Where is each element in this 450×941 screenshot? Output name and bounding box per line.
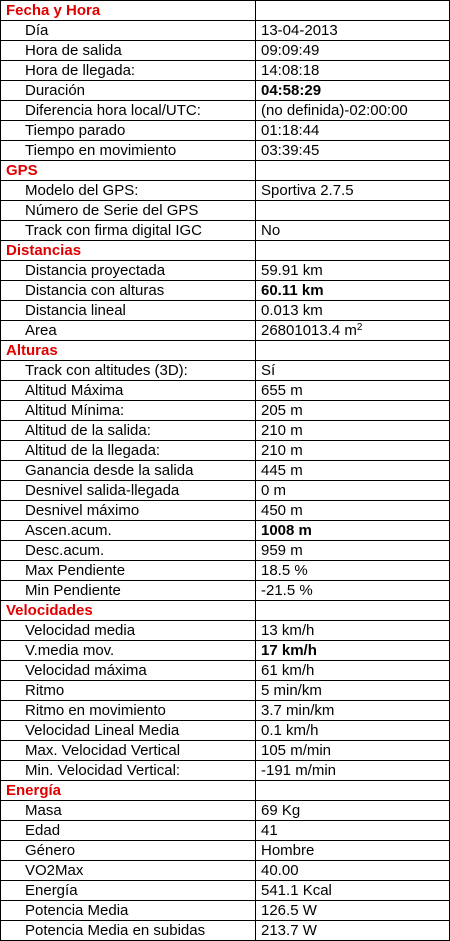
row-label: Distancia con alturas bbox=[1, 281, 256, 301]
table-row bbox=[1, 201, 450, 221]
table-row bbox=[1, 381, 450, 401]
table-row bbox=[1, 801, 450, 821]
row-value: 17 km/h bbox=[256, 641, 450, 661]
section-title: Velocidades bbox=[1, 601, 256, 621]
table-row bbox=[1, 141, 450, 161]
row-value: 126.5 W bbox=[256, 901, 450, 921]
table-row bbox=[1, 21, 450, 41]
row-label: Altitud Máxima bbox=[1, 381, 256, 401]
table-row bbox=[1, 841, 450, 861]
section-title: Distancias bbox=[1, 241, 256, 261]
row-label: Track con altitudes (3D): bbox=[1, 361, 256, 381]
table-row bbox=[1, 401, 450, 421]
table-row bbox=[1, 761, 450, 781]
table-row bbox=[1, 721, 450, 741]
table-row bbox=[1, 421, 450, 441]
section-empty-cell bbox=[256, 341, 450, 361]
row-label: Velocidad media bbox=[1, 621, 256, 641]
row-value: 13-04-2013 bbox=[256, 21, 450, 41]
row-value bbox=[256, 201, 450, 221]
row-value: 14:08:18 bbox=[256, 61, 450, 81]
row-label: Tiempo en movimiento bbox=[1, 141, 256, 161]
table-row bbox=[1, 621, 450, 641]
section-header-fecha-y-hora bbox=[1, 1, 450, 21]
table-row bbox=[1, 521, 450, 541]
section-header-alturas bbox=[1, 341, 450, 361]
row-label: Hora de salida bbox=[1, 41, 256, 61]
table-row bbox=[1, 541, 450, 561]
row-label: Min Pendiente bbox=[1, 581, 256, 601]
section-empty-cell bbox=[256, 601, 450, 621]
row-value: 655 m bbox=[256, 381, 450, 401]
row-label: Desc.acum. bbox=[1, 541, 256, 561]
row-value: -191 m/min bbox=[256, 761, 450, 781]
row-value: 205 m bbox=[256, 401, 450, 421]
row-label: Ritmo en movimiento bbox=[1, 701, 256, 721]
table-row bbox=[1, 561, 450, 581]
table-row bbox=[1, 881, 450, 901]
row-label: Track con firma digital IGC bbox=[1, 221, 256, 241]
row-value: 18.5 % bbox=[256, 561, 450, 581]
row-value: 959 m bbox=[256, 541, 450, 561]
row-label: Potencia Media bbox=[1, 901, 256, 921]
row-label: Género bbox=[1, 841, 256, 861]
table-row bbox=[1, 821, 450, 841]
row-label: Duración bbox=[1, 81, 256, 101]
row-label: Hora de llegada: bbox=[1, 61, 256, 81]
row-value: 210 m bbox=[256, 441, 450, 461]
row-label: Ritmo bbox=[1, 681, 256, 701]
row-value: 450 m bbox=[256, 501, 450, 521]
table-row bbox=[1, 681, 450, 701]
row-value: 445 m bbox=[256, 461, 450, 481]
row-value: No bbox=[256, 221, 450, 241]
section-empty-cell bbox=[256, 1, 450, 21]
section-header-energia bbox=[1, 781, 450, 801]
table-row bbox=[1, 461, 450, 481]
table-row bbox=[1, 581, 450, 601]
row-value: -21.5 % bbox=[256, 581, 450, 601]
row-label: Area bbox=[1, 321, 256, 341]
row-value: 09:09:49 bbox=[256, 41, 450, 61]
section-header-distancias bbox=[1, 241, 450, 261]
table-row bbox=[1, 41, 450, 61]
row-label: Número de Serie del GPS bbox=[1, 201, 256, 221]
superscript: 2 bbox=[356, 322, 363, 333]
row-label: Distancia proyectada bbox=[1, 261, 256, 281]
section-title: Alturas bbox=[1, 341, 256, 361]
row-value: 1008 m bbox=[256, 521, 450, 541]
row-label: Edad bbox=[1, 821, 256, 841]
row-value: 105 m/min bbox=[256, 741, 450, 761]
row-label: Altitud Mínima: bbox=[1, 401, 256, 421]
table-row bbox=[1, 121, 450, 141]
row-value: 60.11 km bbox=[256, 281, 450, 301]
row-label: Ganancia desde la salida bbox=[1, 461, 256, 481]
row-value: 5 min/km bbox=[256, 681, 450, 701]
row-value: 69 Kg bbox=[256, 801, 450, 821]
row-label: Energía bbox=[1, 881, 256, 901]
row-value: 210 m bbox=[256, 421, 450, 441]
table-row bbox=[1, 81, 450, 101]
section-empty-cell bbox=[256, 781, 450, 801]
table-row bbox=[1, 321, 450, 341]
row-label: Ascen.acum. bbox=[1, 521, 256, 541]
row-value: (no definida)-02:00:00 bbox=[256, 101, 450, 121]
row-value bbox=[256, 321, 450, 341]
row-value: 3.7 min/km bbox=[256, 701, 450, 721]
row-value: 03:39:45 bbox=[256, 141, 450, 161]
row-label: VO2Max bbox=[1, 861, 256, 881]
table-row bbox=[1, 261, 450, 281]
row-value: 0 m bbox=[256, 481, 450, 501]
row-value: 541.1 Kcal bbox=[256, 881, 450, 901]
table-row bbox=[1, 901, 450, 921]
section-title: GPS bbox=[1, 161, 256, 181]
row-value-text: 26801013.4 m bbox=[261, 322, 357, 339]
row-label: Velocidad Lineal Media bbox=[1, 721, 256, 741]
row-label: Diferencia hora local/UTC: bbox=[1, 101, 256, 121]
section-empty-cell bbox=[256, 241, 450, 261]
table-row bbox=[1, 281, 450, 301]
table-row bbox=[1, 921, 450, 941]
row-value: Sí bbox=[256, 361, 450, 381]
row-label: Velocidad máxima bbox=[1, 661, 256, 681]
table-row bbox=[1, 361, 450, 381]
table-row bbox=[1, 181, 450, 201]
section-header-velocidades bbox=[1, 601, 450, 621]
row-value: Sportiva 2.7.5 bbox=[256, 181, 450, 201]
row-value: 59.91 km bbox=[256, 261, 450, 281]
row-label: Potencia Media en subidas bbox=[1, 921, 256, 941]
row-value: 04:58:29 bbox=[256, 81, 450, 101]
row-label: Altitud de la salida: bbox=[1, 421, 256, 441]
row-value: 41 bbox=[256, 821, 450, 841]
row-label: Distancia lineal bbox=[1, 301, 256, 321]
row-label: Desnivel máximo bbox=[1, 501, 256, 521]
row-label: Max. Velocidad Vertical bbox=[1, 741, 256, 761]
row-label: Masa bbox=[1, 801, 256, 821]
row-value: 40.00 bbox=[256, 861, 450, 881]
section-title: Energía bbox=[1, 781, 256, 801]
section-title: Fecha y Hora bbox=[1, 1, 256, 21]
table-row bbox=[1, 741, 450, 761]
table-row bbox=[1, 501, 450, 521]
row-label: Tiempo parado bbox=[1, 121, 256, 141]
row-value: 01:18:44 bbox=[256, 121, 450, 141]
table-row bbox=[1, 661, 450, 681]
table-row bbox=[1, 301, 450, 321]
table-row bbox=[1, 101, 450, 121]
section-empty-cell bbox=[256, 161, 450, 181]
row-value: Hombre bbox=[256, 841, 450, 861]
row-value: 61 km/h bbox=[256, 661, 450, 681]
table-row bbox=[1, 701, 450, 721]
row-label: Altitud de la llegada: bbox=[1, 441, 256, 461]
table-row bbox=[1, 641, 450, 661]
table-row bbox=[1, 441, 450, 461]
table-row bbox=[1, 221, 450, 241]
row-label: Modelo del GPS: bbox=[1, 181, 256, 201]
row-label: Max Pendiente bbox=[1, 561, 256, 581]
row-value: 0.1 km/h bbox=[256, 721, 450, 741]
table-row bbox=[1, 481, 450, 501]
row-value: 213.7 W bbox=[256, 921, 450, 941]
row-value: 13 km/h bbox=[256, 621, 450, 641]
table-row bbox=[1, 861, 450, 881]
table-row bbox=[1, 61, 450, 81]
row-label: Día bbox=[1, 21, 256, 41]
row-label: Min. Velocidad Vertical: bbox=[1, 761, 256, 781]
section-header-gps bbox=[1, 161, 450, 181]
row-value: 0.013 km bbox=[256, 301, 450, 321]
row-label: Desnivel salida-llegada bbox=[1, 481, 256, 501]
row-label: V.media mov. bbox=[1, 641, 256, 661]
